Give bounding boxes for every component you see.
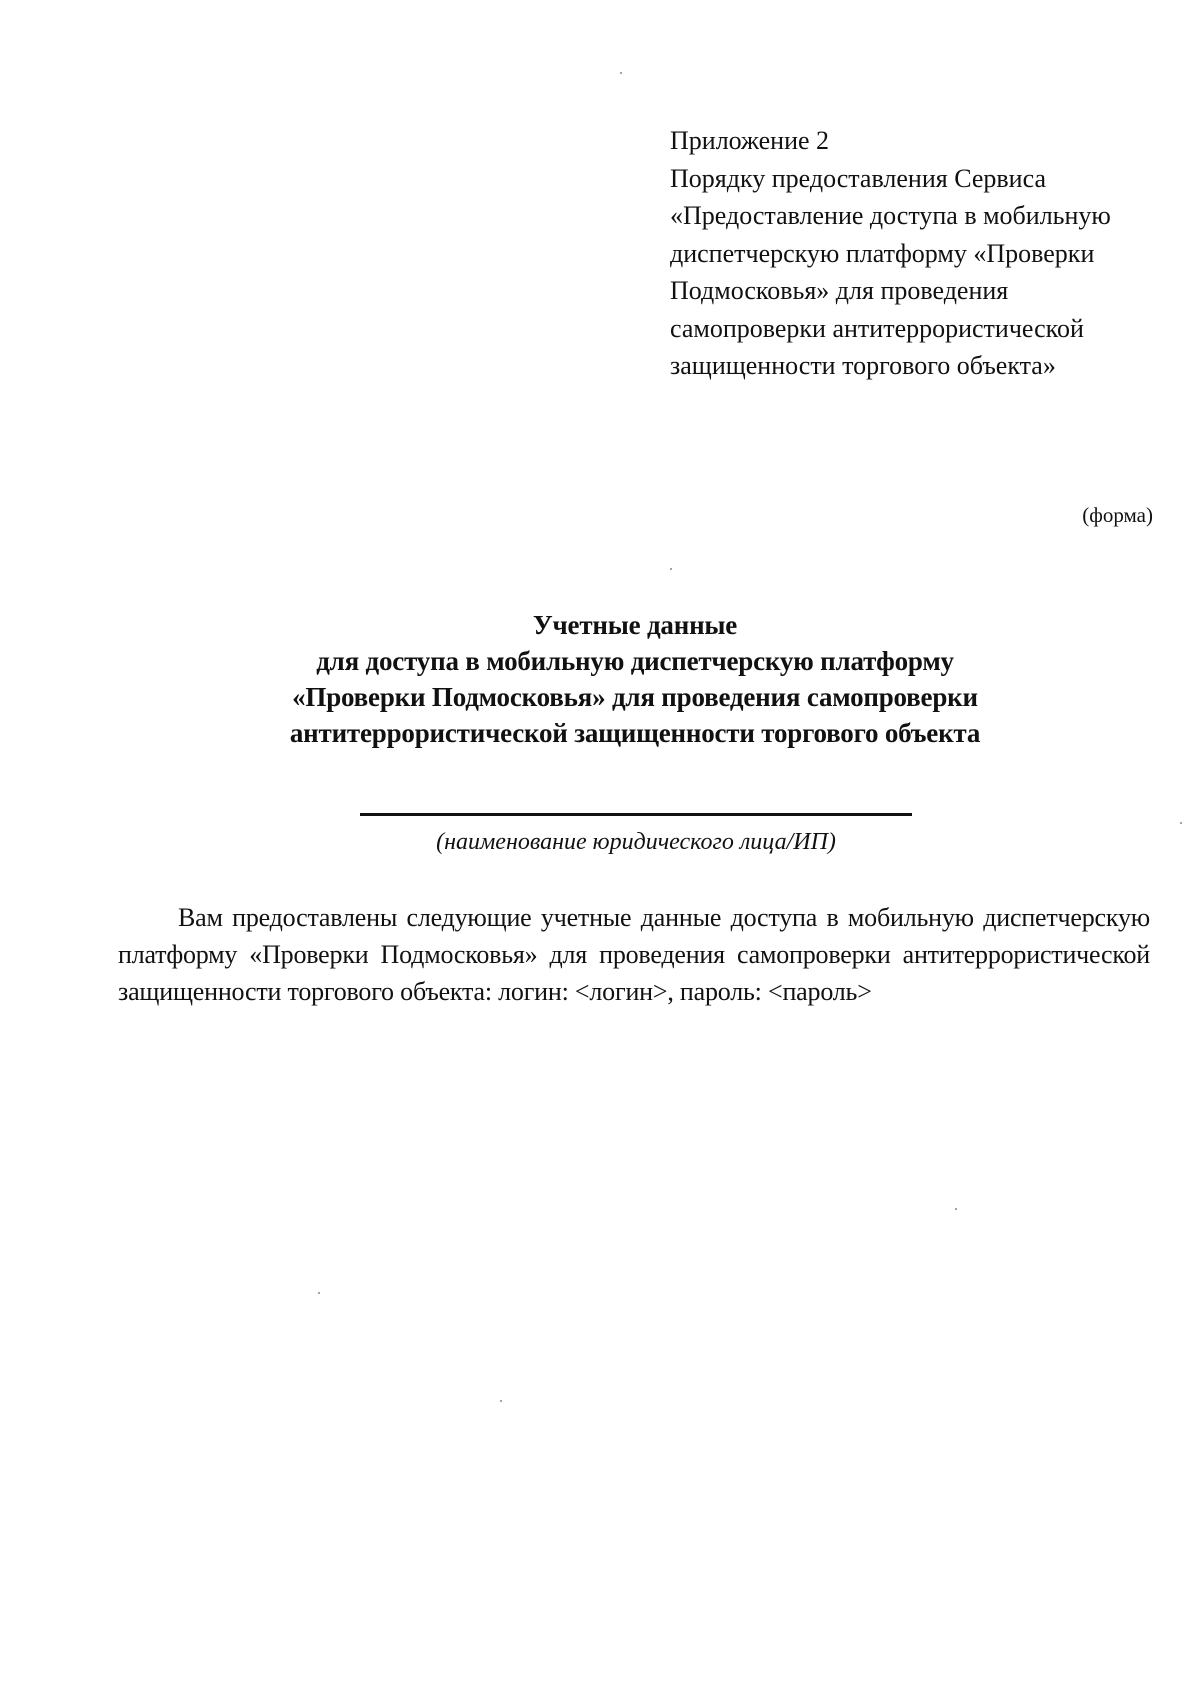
appendix-line: защищенности торгового объекта» <box>670 351 1056 380</box>
appendix-line: Приложение 2 <box>670 126 830 155</box>
title-line: антитеррористической защищенности торгового объекта <box>289 718 981 748</box>
appendix-line: самопроверки антитеррористической <box>670 313 1084 343</box>
document-title <box>0 607 1200 751</box>
appendix-line: диспетчерскую платформу «Проверки <box>670 238 1095 268</box>
scan-speck <box>318 1292 320 1294</box>
title-line: Учетные данные <box>532 610 738 640</box>
appendix-line: Порядку предоставления Сервиса <box>670 163 1046 193</box>
title-line: «Проверки Подмосковья» для проведения самопроверки <box>292 682 978 712</box>
appendix-line: Подмосковья» для проведения <box>670 276 1009 305</box>
scan-speck <box>670 568 672 570</box>
scan-speck <box>620 72 622 74</box>
form-mark-label: (форма) <box>1082 503 1153 527</box>
scan-speck <box>1180 822 1182 824</box>
entity-name-blank-line <box>360 813 912 816</box>
scan-speck <box>500 1400 502 1402</box>
title-line: для доступа в мобильную диспетчерскую платформу <box>316 646 954 676</box>
scan-speck <box>955 1208 957 1210</box>
entity-name-caption: (наименование юридического лица/ИП) <box>436 829 836 855</box>
appendix-reference-block <box>670 122 1170 385</box>
appendix-line: «Предоставление доступа в мобильную <box>670 201 1111 230</box>
credentials-paragraph: Вам предоставлены следующие учетные данные доступа в мобильную диспетчерскую платформу «Проверки Подмосковья» для проведения самопроверки антитеррористической защищенности торгового объекта: логин: <логин>, пароль: <пароль> <box>118 903 1150 1006</box>
